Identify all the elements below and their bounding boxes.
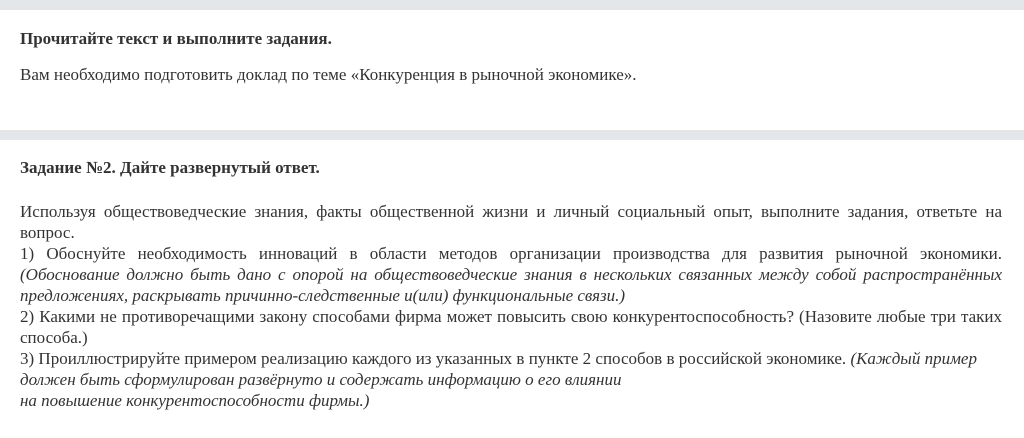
question-1-note: (Обоснование должно быть дано с опорой на обществоведческие знания в нескольких связанных между собой распространённых предложениях, раскрывать причинно-следственные и(или) функциональные связи.)	[20, 265, 1002, 305]
intro-text: Вам необходимо подготовить доклад по теме «Конкуренция в рыночной экономике».	[20, 65, 637, 84]
intro-block	[0, 10, 1024, 130]
task-block	[0, 140, 1024, 438]
task-lead: Используя обществоведческие знания, факты общественной жизни и личный социальный опыт, выполните задания, ответьте на вопрос.	[20, 202, 1002, 242]
divider-band	[0, 130, 1024, 140]
intro-title: Прочитайте текст и выполните задания.	[20, 29, 332, 48]
question-3-note-2: на повышение конкурентоспособности фирмы.)	[20, 391, 370, 410]
question-3-note-1: (Каждый пример должен быть сформулирован развёрнуто и содержать информацию о его влиянии	[20, 349, 977, 389]
question-3	[20, 348, 1002, 411]
question-1	[20, 243, 1002, 306]
question-2: 2) Какими не противоречащими закону способами фирма может повысить свою конкурентоспособность? (Назовите любые три таких способа.)	[20, 307, 1002, 347]
top-band	[0, 0, 1024, 10]
task-title: Задание №2. Дайте развернутый ответ.	[20, 158, 320, 177]
question-3-text: 3) Проиллюстрируйте примером реализацию каждого из указанных в пункте 2 способов в российской экономике.	[20, 349, 847, 368]
question-1-text: 1) Обоснуйте необходимость инноваций в области методов организации производства для развития рыночной экономики.	[20, 244, 1002, 263]
